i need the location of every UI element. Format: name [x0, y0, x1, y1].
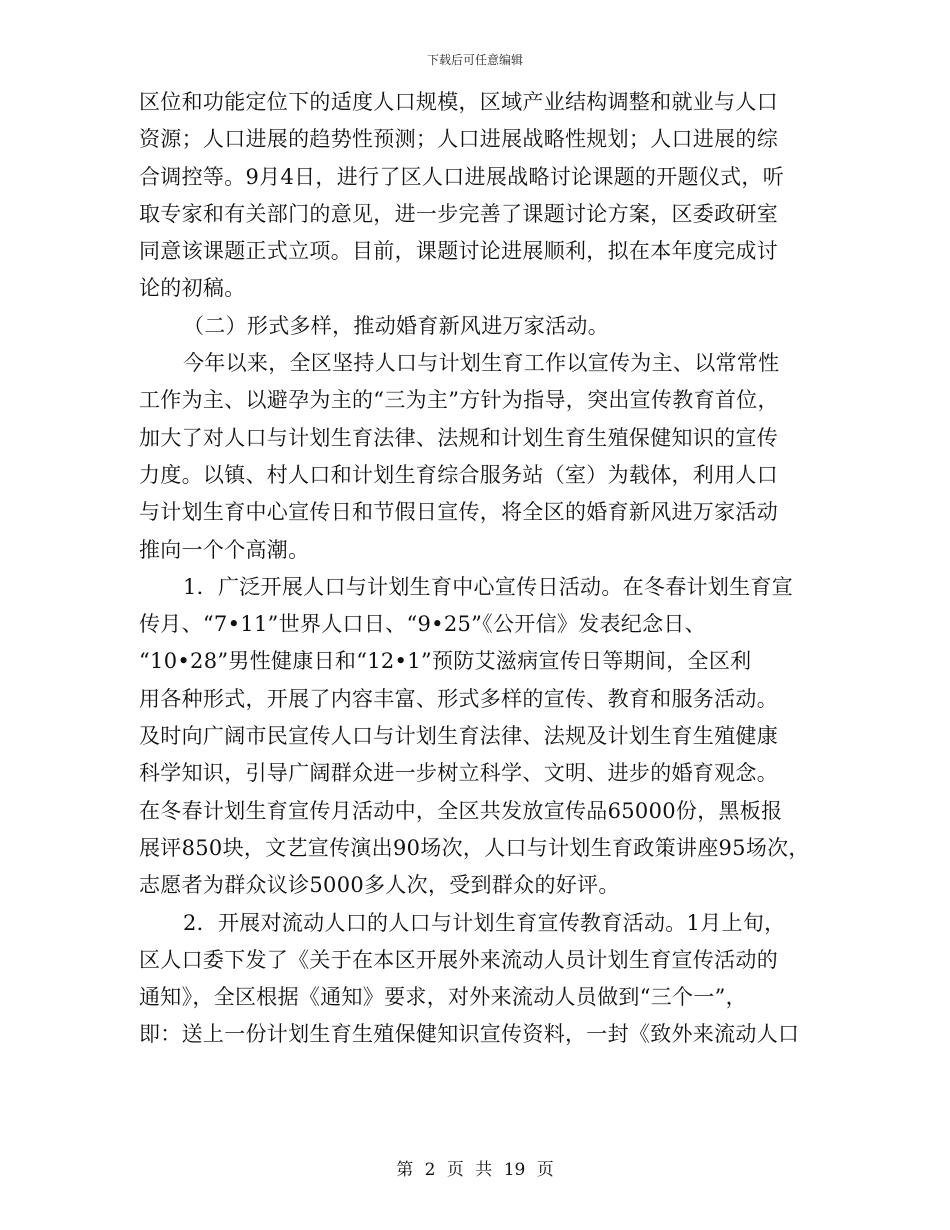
text-line: 同意该课题正式立项。目前，课题讨论进展顺利，拟在本年度完成讨	[139, 239, 778, 264]
text-line: 区位和功能定位下的适度人口规模，区域产业结构调整和就业与人口	[139, 90, 778, 114]
text-line: “10•28”男性健康日和“12•1”预防艾滋病宣传日等期间，全区利	[139, 649, 752, 674]
text-line: 传月、“7•11”世界人口日、“9•25”《公开信》发表纪念日、	[139, 612, 706, 637]
text-line: 区人口委下发了《关于在本区开展外来流动人员计划生育宣传活动的	[139, 947, 778, 972]
text-line: 在冬春计划生育宣传月活动中，全区共发放宣传品65000份，黑板报	[139, 798, 783, 823]
text-line: 通知》，全区根据《通知》要求，对外来流动人员做到“三个一”，	[139, 985, 747, 1010]
text-line: 1．广泛开展人口与计划生育中心宣传日活动。在冬春计划生育宣	[183, 574, 794, 599]
text-line: 即：送上一份计划生育生殖保健知识宣传资料，一封《致外来流动人口	[139, 1022, 800, 1047]
text-line: 加大了对人口与计划生育法律、法规和计划生育生殖保健知识的宣传	[139, 425, 778, 450]
text-line: 展评850块，文艺宣传演出90场次，人口与计划生育政策讲座95场次，	[139, 835, 810, 860]
text-line: 合调控等。9月4日，进行了区人口进展战略讨论课题的开题仪式，听	[139, 164, 785, 189]
text-line: 资源；人口进展的趋势性预测；人口进展战略性规划；人口进展的综	[139, 127, 778, 152]
document-body	[139, 84, 829, 1054]
text-line: 志愿者为群众议诊5000多人次，受到群众的好评。	[139, 873, 620, 898]
text-line: 及时向广阔市民宣传人口与计划生育法律、法规及计划生育生殖健康	[139, 724, 778, 749]
text-line: 用各种形式，开展了内容丰富、形式多样的宣传、教育和服务活动。	[139, 686, 778, 711]
text-line: 科学知识，引导广阔群众进一步树立科学、文明、进步的婚育观念。	[139, 761, 778, 786]
text-line: 论的初稿。	[139, 276, 246, 301]
text-line: 工作为主、以避孕为主的“三为主”方针为指导，突出宣传教育首位，	[139, 388, 779, 413]
text-line: 今年以来，全区坚持人口与计划生育工作以宣传为主、以常常性	[183, 351, 780, 376]
text-line: 2．开展对流动人口的人口与计划生育宣传教育活动。1月上旬，	[183, 910, 786, 935]
text-line: 与计划生育中心宣传日和节假日宣传，将全区的婚育新风进万家活动	[139, 500, 778, 525]
text-line: 取专家和有关部门的意见，进一步完善了课题讨论方案，区委政研室	[139, 201, 778, 226]
text-line: 推向一个个高潮。	[139, 537, 310, 562]
text-line: （二）形式多样，推动婚育新风进万家活动。	[183, 313, 609, 338]
page-header: 下载后可任意编辑	[426, 53, 523, 67]
text-line: 力度。以镇、村人口和计划生育综合服务站（室）为载体，利用人口	[139, 462, 778, 487]
page-number-footer: 第 2 页 共 19 页	[396, 1160, 554, 1180]
